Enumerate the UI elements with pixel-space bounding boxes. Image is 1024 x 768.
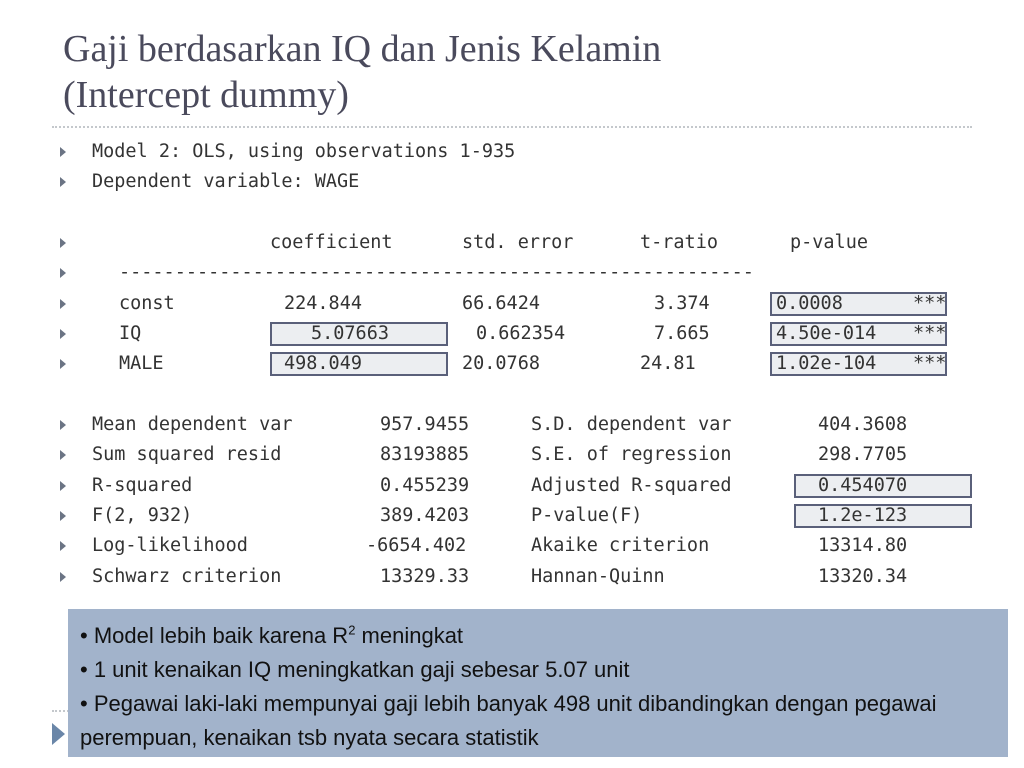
slide-title-line-2: (Intercept dummy): [63, 74, 349, 116]
stats-row: [0, 471, 1024, 501]
stat-label: Sum squared resid: [92, 444, 282, 465]
stat-value: 389.4203: [380, 505, 470, 526]
row-significance: ***: [913, 353, 947, 374]
triangle-bullet-icon: [60, 177, 66, 187]
next-slide-arrow-icon[interactable]: [52, 723, 65, 745]
triangle-bullet-icon: [60, 481, 66, 491]
triangle-bullet-icon: [60, 238, 66, 248]
conclusion-text: meningkat: [355, 623, 464, 648]
model-description: Model 2: OLS, using observations 1-935: [92, 141, 516, 162]
triangle-bullet-icon: [60, 359, 66, 369]
header-coefficient: coefficient: [270, 232, 393, 253]
stats-row: [0, 440, 1024, 470]
table-divider-row: [0, 258, 1024, 288]
triangle-bullet-icon: [60, 147, 66, 157]
stat-label: R-squared: [92, 475, 193, 496]
table-row: [0, 289, 1024, 319]
stats-row: [0, 562, 1024, 592]
row-name: IQ: [119, 323, 142, 344]
triangle-bullet-icon: [60, 572, 66, 582]
slide-title-line-1: Gaji berdasarkan IQ dan Jenis Kelamin: [63, 28, 662, 70]
triangle-bullet-icon: [60, 329, 66, 339]
conclusion-callout: [68, 609, 1008, 757]
conclusion-line-3: • Pegawai laki-laki mempunyai gaji lebih banyak 498 unit dibandingkan dengan pegawai perempuan, kenaikan tsb nyata secara statistik: [80, 691, 937, 750]
stat-label: S.D. dependent var: [531, 414, 732, 435]
conclusion-line-1: [80, 619, 996, 653]
row-p-value: 1.02e-104: [776, 353, 877, 374]
stat-label: S.E. of regression: [531, 444, 732, 465]
dependent-line: [0, 167, 1024, 197]
triangle-bullet-icon: [60, 511, 66, 521]
row-coefficient: 5.07663: [311, 323, 389, 344]
stat-value: 13329.33: [380, 566, 470, 587]
triangle-bullet-icon: [60, 268, 66, 278]
row-name: MALE: [119, 353, 164, 374]
row-std-error: 0.662354: [476, 323, 566, 344]
slide-title: [63, 26, 1003, 118]
table-divider: ---------------------------------------------------------: [119, 262, 754, 283]
stat-value: 1.2e-123: [818, 505, 908, 526]
stat-label: Mean dependent var: [92, 414, 293, 435]
stat-value: 0.454070: [818, 475, 908, 496]
row-significance: ***: [913, 323, 947, 344]
stat-value: 0.455239: [380, 475, 470, 496]
stat-label: Log-likelihood: [92, 535, 248, 556]
row-coefficient: 224.844: [284, 293, 362, 314]
stats-row: [0, 410, 1024, 440]
table-header-row: [0, 228, 1024, 258]
stat-value: 83193885: [380, 444, 470, 465]
table-row: [0, 319, 1024, 349]
table-row: [0, 349, 1024, 379]
model-line: [0, 137, 1024, 167]
row-p-value: 4.50e-014: [776, 323, 877, 344]
stat-value: 298.7705: [818, 444, 908, 465]
stat-value: -6654.402: [366, 535, 467, 556]
row-std-error: 66.6424: [462, 293, 540, 314]
stats-row: [0, 501, 1024, 531]
stat-label: Hannan-Quinn: [531, 566, 665, 587]
stat-label: Adjusted R-squared: [531, 475, 732, 496]
row-t-ratio: 3.374: [654, 293, 710, 314]
row-t-ratio: 24.81: [640, 353, 696, 374]
row-std-error: 20.0768: [462, 353, 540, 374]
header-t-ratio: t-ratio: [640, 232, 718, 253]
header-std-error: std. error: [462, 232, 574, 253]
conclusion-line-2: • 1 unit kenaikan IQ meningkatkan gaji sebesar 5.07 unit: [80, 657, 630, 682]
row-significance: ***: [913, 293, 947, 314]
stats-row: [0, 531, 1024, 561]
stat-value: 13320.34: [818, 566, 908, 587]
row-coefficient: 498.049: [284, 353, 362, 374]
header-p-value: p-value: [790, 232, 868, 253]
triangle-bullet-icon: [60, 450, 66, 460]
triangle-bullet-icon: [60, 299, 66, 309]
stat-label: P-value(F): [531, 505, 643, 526]
row-t-ratio: 7.665: [654, 323, 710, 344]
triangle-bullet-icon: [60, 420, 66, 430]
stat-label: Schwarz criterion: [92, 566, 282, 587]
stat-label: Akaike criterion: [531, 535, 710, 556]
dependent-variable: Dependent variable: WAGE: [92, 171, 360, 192]
title-divider: [52, 126, 972, 128]
triangle-bullet-icon: [60, 541, 66, 551]
conclusion-text: • Model lebih baik karena R: [80, 623, 349, 648]
row-name: const: [119, 293, 175, 314]
stat-label: F(2, 932): [92, 505, 193, 526]
stat-value: 404.3608: [818, 414, 908, 435]
superscript: 2: [348, 622, 356, 638]
stat-value: 957.9455: [380, 414, 470, 435]
stat-value: 13314.80: [818, 535, 908, 556]
row-p-value: 0.0008: [776, 293, 843, 314]
